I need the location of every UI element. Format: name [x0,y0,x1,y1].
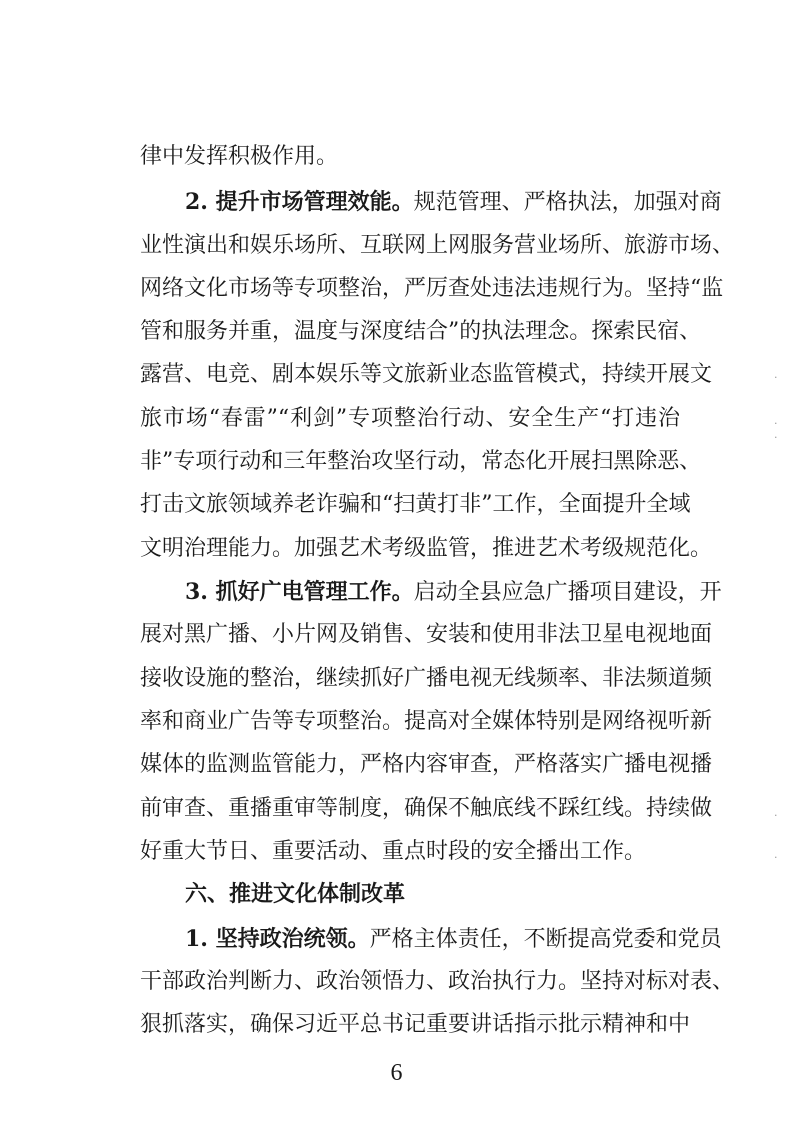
subheading-improve-market-management: 2. 提升市场管理效能。 [185,189,414,215]
body-line: 打击文旅领域养老诈骗和“扫黄打非”工作，全面提升全域 [140,492,691,517]
body-line: 业性演出和娱乐场所、互联网上网服务营业场所、旅游市场、 [140,233,735,258]
body-line: 率和商业广告等专项整治。提高对全媒体特别是网络视听新 [140,709,713,734]
scan-artifact: · [774,431,778,444]
body-line: 展对黑广播、小片网及销售、安装和使用非法卫星电视地面 [140,622,713,647]
subheading-broadcast-management: 3. 抓好广电管理工作。 [185,579,414,605]
body-line: 露营、电竞、剧本娱乐等文旅新业态监管模式，持续开展文 [140,362,713,387]
body-text: 启动全县应急广播项目建设，开 [413,580,722,605]
scan-artifact: · [774,371,778,384]
body-text: 严格主体责任，不断提高党委和党员 [369,927,722,952]
body-line: 网络文化市场等专项整治，严厉查处违法违规行为。坚持“监 [140,276,724,301]
section-6-1-first-line [185,924,722,954]
body-line: 非”专项行动和三年整治攻坚行动，常态化开展扫黑除恶、 [140,449,702,474]
body-line: 前审查、重播重审等制度，确保不触底线不踩红线。持续做 [140,796,713,821]
body-line: 干部政治判断力、政治领悟力、政治执行力。坚持对标对表、 [140,969,735,994]
scan-artifact: · [774,809,778,822]
body-line: 管和服务并重，温度与深度结合”的执法理念。探索民宿、 [140,319,702,344]
scan-artifact: · [774,851,778,864]
body-line: 文明治理能力。加强艺术考级监管，推进艺术考级规范化。 [140,536,713,561]
section-heading-6: 六、推进文化体制改革 [185,882,406,907]
body-text: 规范管理、严格执法，加强对商 [413,190,722,215]
section-2-first-line [185,187,722,217]
body-line: 狠抓落实，确保习近平总书记重要讲话指示批示精神和中 [140,1012,691,1037]
body-line: 媒体的监测监管能力，严格内容审查，严格落实广播电视播 [140,752,713,777]
scan-artifact: · [774,417,778,430]
body-line: 律中发挥积极作用。 [140,144,339,169]
body-line: 好重大节日、重要活动、重点时段的安全播出工作。 [140,839,647,864]
subheading-political-leadership: 1. 坚持政治统领。 [185,926,370,952]
page-number: 6 [390,1060,403,1086]
section-3-first-line [185,577,722,607]
body-line: 旅市场“春雷”“利剑”专项整治行动、安全生产“打违治 [140,406,680,431]
body-line: 接收设施的整治，继续抓好广播电视无线频率、非法频道频 [140,666,713,691]
